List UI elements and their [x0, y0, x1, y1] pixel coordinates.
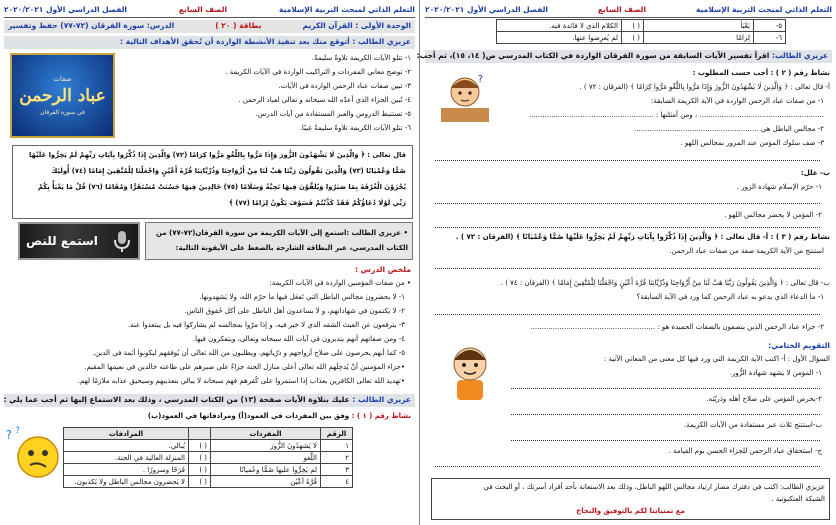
table-cell: فَرَحًا وسرورًا .: [64, 464, 189, 476]
logo-top-text: صفات: [53, 75, 72, 83]
good-luck-message: مع تمنياتنا لكم بالتوفيق والنجاح: [576, 507, 685, 515]
table-cell: لا يَحضرون مجالس الباطل ولا يَكذبون.: [64, 476, 189, 488]
table-cell: لِزامًا: [644, 32, 754, 44]
final-eval-item: ١- المؤمن لا يشهد شهادة الزُّور.: [729, 369, 822, 377]
answer-blank[interactable]: ( ): [622, 32, 644, 44]
table-cell: لم يَخِرُّوا عليها صُمًّا وعُميانًا: [211, 464, 321, 476]
answer-line[interactable]: [435, 268, 820, 269]
thinking-emoji-icon: [5, 425, 64, 481]
answer-blank[interactable]: ( ): [622, 20, 644, 32]
answer-line[interactable]: [435, 160, 820, 161]
logo-main-text: عباد الرحمن: [19, 86, 106, 106]
table-cell: ٢: [321, 452, 353, 464]
table-cell: ٦-: [754, 32, 786, 44]
table-header-cell: المرادفات: [64, 428, 189, 440]
page-header: [4, 2, 415, 18]
lesson-logo-image: [10, 53, 115, 138]
table-header-cell: المفردات: [211, 428, 321, 440]
activity3-subquestion: ١- ما الدعاء الذي يدعو به عباد الرحمن كما ورد في الآية السابقة؟: [636, 293, 824, 301]
answer-line[interactable]: ٢- مجالس الباطل هي ........................................................: [634, 125, 824, 133]
worksheet-page-right: [416, 0, 836, 525]
objective-item: ٤- تُبين الجزاء الذي أعدّه الله سبحانه و تعالى لعباد الرحمن .: [238, 96, 411, 104]
verse-line: يُجْزَوْنَ الْغُرْفَةَ بِمَا صَبَرُوا وَيُلَقَّوْنَ فِيهَا تَحِيَّةً وَسَلَامًا (٧٥) خَالِدِينَ فِيهَا حَسُنَتْ مُسْتَقَرًّا وَمُقَامًا (٧٦) قُلْ مَا يَعْبَأُ بِكُمْ: [37, 183, 406, 191]
summary-item: ٤- ومن صفاتهم أنهم يتدبرون في آيات الله سبحانه وتعالى، ويتفكرون فيها.: [192, 335, 405, 343]
activity2-subquestion: ١- من صفات عباد الرحمن الواردة في الآية الكريمة السابقة:: [650, 97, 824, 105]
summary-item: ٢- لا يكتمون في شهاداتهم، و لا يساعدون أهل الباطل على أكل حُقوق الناس.: [184, 307, 405, 315]
objective-item: ٣- تبين صفات عباد الرحمن الواردة في الآيات.: [278, 82, 411, 90]
goal-bar: [416, 50, 832, 63]
goal-bar-text: اقرأ تفسير الآيات السابقة من سورة الفرقان الواردة في الكتاب المدرسي ص( ١٤، ١٥)، ثم أجب:: [416, 51, 770, 60]
unit-label: الوحدة الأولى : القرآن الكريم: [302, 21, 411, 30]
activity3-question: ب- قال تعالى : ﴿ وَالَّذِينَ يَقُولُونَ رَبَّنَا هَبْ لَنَا مِنْ أَزْوَاجِنَا وَذُرِّيَّاتِنَا قُرَّةَ أَعْيُنٍ وَاجْعَلْنَا لِلْمُتَّقِينَ إِمَامًا ﴾ (الفرقان : ٧٤ ) .: [500, 279, 830, 287]
activity1-heading: [148, 411, 411, 422]
activity2-subquestion: ٢- المؤمن لا يحضر مجالس اللهو .: [724, 211, 822, 219]
objective-item: ٢- توضح معاني المفردات و التراكيب الواردة في الآيات الكريمة .: [225, 68, 411, 76]
homework-text-line: [436, 482, 825, 493]
objective-item: ٥- تستنبط الدروس والعبر المستفادة من آيات الدرس.: [255, 110, 411, 118]
objective-item: ١- تتلو الآيات الكريمة تلاوةً سليمةً.: [311, 54, 411, 62]
activity1-title: نشاط رقم ( ١ ) :: [351, 412, 411, 420]
listen-audio-button[interactable]: [18, 222, 140, 260]
activity2-subquestion: ١- حرّم الإسلام شهادة الزور .: [736, 183, 822, 191]
header-title: التعلم الذاتي لمبحث التربية الإسلامية: [695, 5, 832, 14]
listen-bar-text: عليك بتلاوة الآيات صفحة (١٣) من الكتاب المدرسي ، وذلك بعد الاستماع إليها ثم أجب عما يلي :: [3, 395, 350, 404]
table-header-row: [64, 428, 353, 440]
table-header-cell: الرقم: [321, 428, 353, 440]
summary-bullet: •تهديد الله تعالى الكافرين بعذاب إذا استمروا على كُفرهم فهم سبحانه لا يبالي بتعذيبهم وسيحيق عذابه ملازمًا لهم.: [77, 377, 405, 385]
activity2-question: أ- قال تعالى : ﴿ وَالَّذِينَ لَا يَشْهَدُونَ الزُّورَ وَإِذَا مَرُّوا بِاللَّغْوِ مَرُّوا كِرَامًا ﴾ (الفرقان : ٧٢ ) .: [579, 83, 830, 91]
summary-title: ملخص الدرس :: [355, 265, 411, 274]
answer-line[interactable]: ٢- جزاء عباد الرحمن الذين يتصفون بالصفات الحميدة هو : ........................................................: [530, 323, 824, 331]
table-cell: قُرَّةُ أعْيُن: [211, 476, 321, 488]
summary-intro: • من صفات المؤمنين الواردة في الآيات الكريمة:: [269, 279, 411, 287]
table-cell: المنزلة العالية في الجنة.: [64, 452, 189, 464]
goal-bar-label: عزيزي الطالب :: [352, 37, 411, 46]
summary-item: ٥- كما أنهم يحرصون على صلاح أزواجهم و ذرّياتهم، ويطلبون من الله تعالى أن يُوفقهم ليكونوا أئمة في الدين.: [92, 349, 405, 357]
table-row: [64, 476, 353, 488]
summary-item: ٣- يترفعون عن العبث الشفه الذي لا خير فيه، و إذا مرّوا بمجالسه لم يشاركوا فيه بل يبتعدوا عنه.: [127, 321, 405, 329]
table-cell: يُبالي.: [64, 440, 189, 452]
answer-line[interactable]: [435, 203, 820, 204]
header-title: التعلم الذاتي لمبحث التربية الإسلامية: [278, 5, 415, 14]
table-cell: ٤: [321, 476, 353, 488]
answer-line[interactable]: [435, 314, 820, 315]
listen-instruction-line: • عزيزي الطالب :استمع إلى الآيات الكريمة من سورة الفرقان(٧٢-٧٧) من: [155, 229, 408, 237]
table-row: [64, 452, 353, 464]
final-eval-item: ج- استحقاق عباد الرحمن للجزاء الحسن يوم القيامة .: [668, 447, 822, 455]
matching-table: [63, 427, 353, 488]
answer-line[interactable]: [511, 388, 820, 389]
homework-label: عزيزي الطالب:: [780, 483, 825, 491]
activity3-text: أ- قال تعالى : ﴿ وَالَّذِينَ إِذَا ذُكِّرُوا بِآيَاتِ رَبِّهِمْ لَمْ يَخِرُّوا عَلَيْهَا صُمًّا وَعُمْيَانًا ﴾ (الفرقان : ٧٣ ) .: [455, 233, 769, 241]
answer-blank[interactable]: ( ): [189, 476, 211, 488]
header-term: الفصل الدراسي الأول ٢٠٢٠/٢٠٢١: [425, 5, 548, 14]
verse-box: [12, 145, 413, 219]
listen-bar: [4, 394, 415, 407]
table-header-cell: [189, 428, 211, 440]
answer-line[interactable]: [511, 414, 820, 415]
table-row: [497, 20, 786, 32]
header-grade: الصف السابع: [178, 5, 228, 14]
final-eval-item: ٢-يحرص المؤمن على صلاح أهله وذريّته.: [706, 395, 822, 403]
activity2-subquestion: ٣- صف سلوك المؤمن عند المرور بمجالس اللهو .: [680, 139, 824, 147]
homework-text: اكتب في دفترك مضار ارتياد مجالس اللهو الباطل، وذلك بعد الاستعانة بأحد أفراد أسرتك ، أو البحث في: [483, 483, 778, 491]
listen-button-label: استمع للنص: [26, 234, 98, 248]
objective-item: ٦- تتلو الآيات الكريمة تلاوةً سليمةً غيبًا.: [299, 124, 411, 132]
activity2-question: ب- علل:: [800, 169, 830, 177]
table-cell: الكلام الذي لا فائدة فيه.: [497, 20, 622, 32]
page-header: [425, 2, 832, 18]
final-eval-item: ب-استنتج ثلاث عبر مستفادة من الآيات الكريمة.: [683, 421, 822, 429]
verse-line: صُمًّا وَعُمْيَانًا (٧٣) وَالَّذِينَ يَقُولُونَ رَبَّنَا هَبْ لَنَا مِنْ أَزْوَاجِنَا وَذُرِّيَّاتِنَا قُرَّةَ أَعْيُنٍ وَاجْعَلْنَا لِلْمُتَّقِينَ إِمَامًا (٧٤) أُولَئِكَ: [51, 167, 406, 175]
final-eval-title: التقويم الختامي:: [768, 341, 830, 350]
table-row: [497, 32, 786, 44]
answer-line[interactable]: [435, 466, 820, 467]
table-row: [64, 464, 353, 476]
table-cell: لا يَشهدُونَ الزُّورَ: [211, 440, 321, 452]
table-cell: اللَّغو: [211, 452, 321, 464]
goal-bar-text: أتوقع منك بعد تنفيذ الأنشطة الواردة أن تُحقق الأهداف التالية :: [120, 37, 350, 46]
summary-item: ١- لا يحضرون مجالس الباطل التي تَفعَل فيها ما حرّم الله، ولا يَشهدونها.: [199, 293, 405, 301]
homework-box: [431, 478, 830, 520]
table-cell: ١: [321, 440, 353, 452]
activity2-title: نشاط رقم ( ٢ ) : أجب حسب المطلوب :: [692, 69, 830, 77]
table-cell: ٥-: [754, 20, 786, 32]
activity3-subquestion: استنتج من الآية الكريمة صفة من صفات عباد الرحمن.: [669, 247, 824, 255]
table-cell: يَعْبَأ: [644, 20, 754, 32]
listen-instruction-line: الكتاب المدرسي، عبر البطاقة الشارحة بالضغط على الأيقونة التالية:: [175, 244, 408, 252]
activity3-heading: [455, 232, 830, 243]
listen-bar-label: عزيزي الطالب :: [352, 395, 411, 404]
final-eval-question: السؤال الأول : أ- اكتب الآية الكريمة التي ورد فيها كل معنى من المعاني الآتية :: [603, 355, 830, 363]
thinking-student-icon: [435, 70, 495, 128]
card-label: بطاقة ( ٢٠ ): [215, 21, 262, 30]
goal-bar: [4, 36, 415, 49]
unit-bar: [4, 20, 415, 33]
table-cell: لم يُعرِضوا عنها.: [497, 32, 622, 44]
goal-bar-label: عزيزي الطالب:: [771, 51, 828, 60]
answer-line[interactable]: [511, 440, 820, 441]
svg-text:?: ?: [477, 74, 483, 85]
activity1-text: وفق بين المفردات في العمود(أ) ومرادفاتها في العمود(ب): [147, 412, 350, 420]
activity3-title: نشاط رقم ( ٣ ) :: [770, 233, 830, 241]
lesson-label: الدرس: سورة الفرقان (٧٢-٧٧) حفظ وتفسير: [8, 21, 175, 30]
table-row: [64, 440, 353, 452]
answer-blank[interactable]: ( ): [189, 440, 211, 452]
answer-blank[interactable]: ( ): [189, 452, 211, 464]
svg-text:?: ?: [15, 426, 20, 436]
answer-line[interactable]: ........................................................ ، ومن أمثلتها : ........................................................: [528, 111, 824, 119]
header-term: الفصل الدراسي الأول ٢٠٢٠/٢٠٢١: [4, 5, 127, 14]
summary-bullet: •جزاء المؤمنين أنْ يُدخِلَهم الله تعالى أعلى منازل الجنة جزاءً على صبرهم على طاعته خالدين في نعيمها المقيم.: [84, 363, 405, 371]
listen-instruction-box: [145, 222, 413, 260]
answer-blank[interactable]: ( ): [189, 464, 211, 476]
table-cell: ٣: [321, 464, 353, 476]
answer-line[interactable]: [435, 227, 820, 228]
matching-table-continued: [496, 19, 786, 44]
verse-line: رَبِّي لَوْلَا دُعَاؤُكُمْ فَقَدْ كَذَّبْتُمْ فَسَوْفَ يَكُونُ لِزَامًا (٧٧) ﴾: [229, 199, 406, 207]
svg-text:?: ?: [5, 428, 12, 442]
homework-text-line: الشبكة العنكبوتية .: [771, 495, 825, 503]
thinking-boy-icon: [439, 340, 501, 402]
logo-sub-text: في سورة الفرقان: [40, 109, 85, 116]
header-grade: الصف السابع: [597, 5, 647, 14]
microphone-icon: [112, 229, 132, 253]
verse-line: قال تعالى : ﴿ وَالَّذِينَ لَا يَشْهَدُونَ الزُّورَ وَإِذَا مَرُّوا بِاللَّغْوِ مَرُّوا كِرَامًا (٧٢) وَالَّذِينَ إِذَا ذُكِّرُوا بِآيَاتِ رَبِّهِمْ لَمْ يَخِرُّوا عَلَيْهَا: [28, 151, 406, 159]
